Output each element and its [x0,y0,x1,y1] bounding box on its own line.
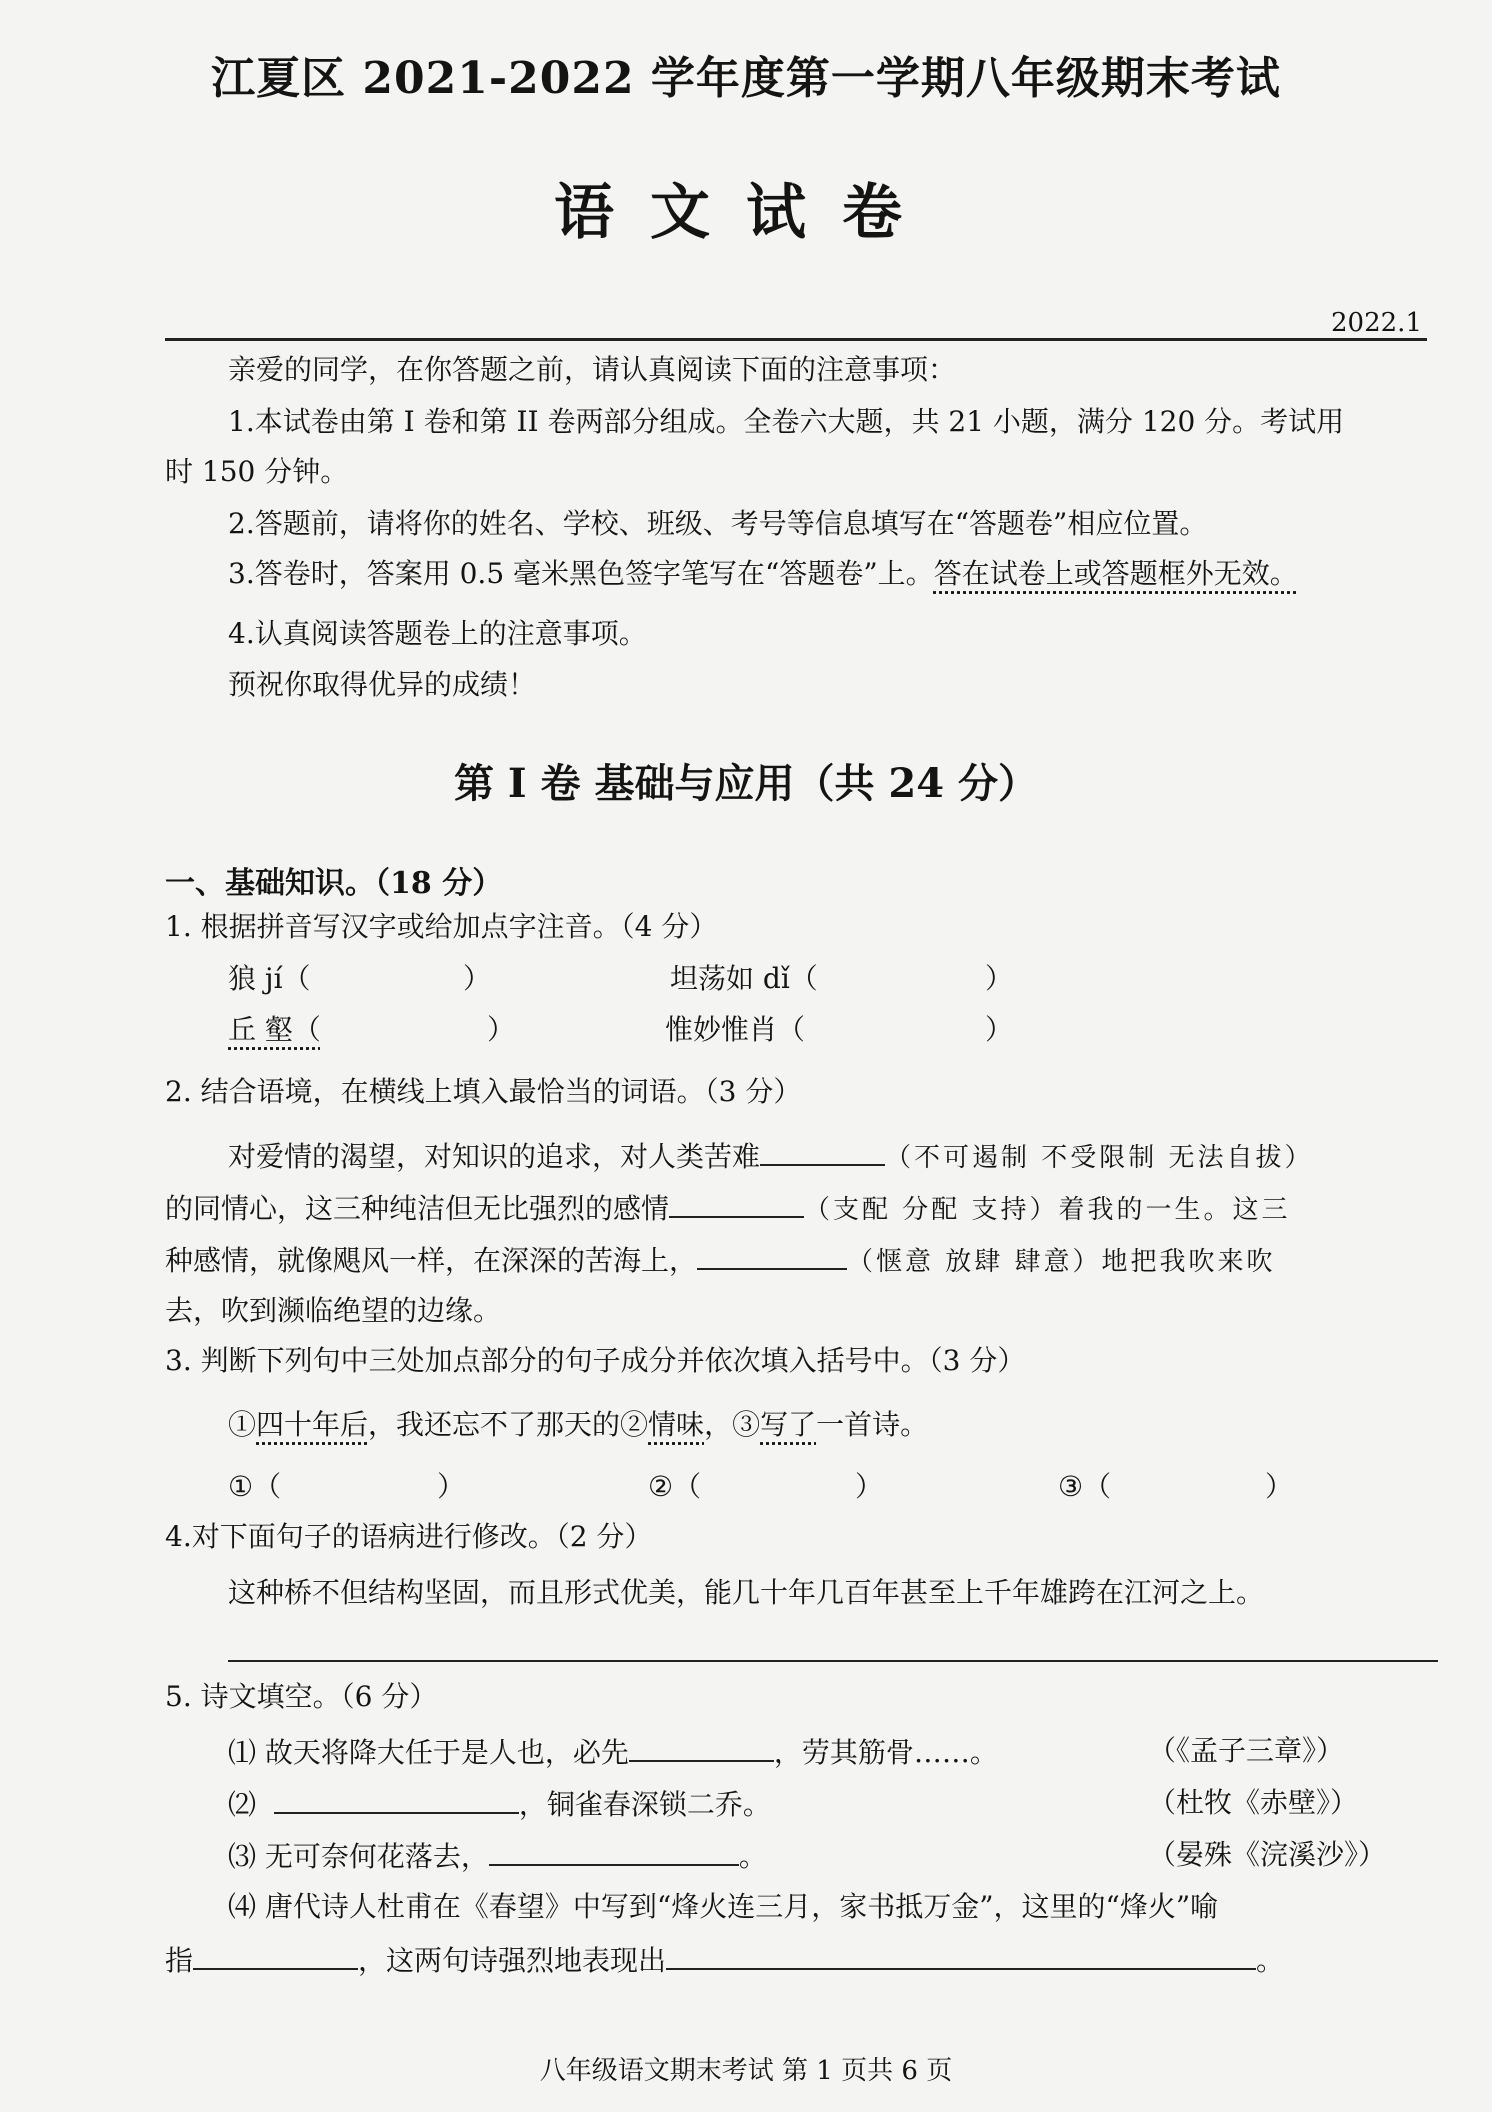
notice-item-1a: 1.本试卷由第 I 卷和第 II 卷两部分组成。全卷六大题，共 21 小题，满分 120 分。考试用 [228,405,1345,438]
q1-c-close: ） [487,1013,516,1046]
q2-blank-2 [669,1190,804,1218]
q5-item-4-line-2 [165,1942,1284,1978]
q1-d: 惟妙惟肖（ [665,1013,806,1046]
q1-c-text: 丘 壑（ [228,1013,321,1046]
q5-blank-2 [274,1786,519,1814]
q3-sentence [228,1408,928,1442]
q3-blank-2: ②（ [648,1470,702,1503]
q2-line-1-text: 对爱情的渴望，对知识的追求，对人类苦难 [228,1140,761,1173]
q2-blank-3 [697,1242,847,1270]
q3-text-4: 一首诗。 [816,1408,929,1441]
q5-item-2-rest: ，铜雀春深锁二乔。 [518,1788,771,1821]
q5-blank-1 [629,1734,774,1762]
q3-mark-1: ① [228,1408,257,1441]
q5-item-1 [228,1734,998,1770]
q5-item-3-text: ⑶ 无可奈何花落去， [228,1840,489,1873]
q4-answer-line [228,1660,1438,1662]
notice-item-2: 2.答题前，请将你的姓名、学校、班级、考号等信息填写在“答题卷”相应位置。 [228,507,1208,540]
q5-item-4-end: 。 [1256,1944,1285,1977]
q5-item-2 [228,1786,771,1822]
q3-dotted-1: 四十年后 [256,1408,369,1441]
q5-item-4-zhi: 指 [165,1944,194,1977]
page-footer: 八年级语文期末考试 第 1 页共 6 页 [539,2056,953,2086]
q3-blank-1: ①（ [228,1470,282,1503]
q2-line-2-text: 的同情心，这三种纯洁但无比强烈的感情 [165,1192,670,1225]
q3-text-2: ，我还忘不了那天的② [368,1408,649,1441]
notice-wish: 预祝你取得优异的成绩！ [228,668,537,701]
q3-dotted-2: 情味 [648,1408,705,1441]
q3-blank-2-close: ） [855,1470,884,1503]
notice-item-3 [228,557,1298,591]
q3-blank-1-close: ） [437,1470,466,1503]
q3-stem: 3. 判断下列句中三处加点部分的句子成分并依次填入括号中。（3 分） [165,1344,1026,1377]
q4-stem: 4.对下面句子的语病进行修改。（2 分） [165,1520,653,1553]
q5-item-1-rest: ，劳其筋骨……。 [773,1736,998,1769]
q5-item-2-num: ⑵ [228,1788,257,1821]
exam-title: 江夏区 2021-2022 学年度第一学期八年级期末考试 [211,53,1281,104]
notice-item-3b: 答在试卷上或答题框外无效。 [933,557,1298,590]
q2-options-2: （支配 分配 支持）着我的一生。这三 [804,1195,1291,1225]
q3-text-3: ，③ [704,1408,761,1441]
q5-item-4-text: ，这两句诗强烈地表现出 [358,1944,667,1977]
notice-item-1b: 时 150 分钟。 [165,455,349,488]
q1-stem: 1. 根据拼音写汉字或给加点字注音。（4 分） [165,910,718,943]
q5-blank-3 [489,1838,739,1866]
exam-subtitle: 语文试卷 [554,178,938,248]
notice-intro: 亲爱的同学，在你答题之前，请认真阅读下面的注意事项： [228,353,957,386]
q2-options-1: （不可遏制 不受限制 无法自拔） [885,1143,1314,1173]
q5-blank-4 [193,1942,358,1970]
q5-item-1-text: ⑴ 故天将降大任于是人也，必先 [228,1736,629,1769]
section-1-heading: 一、基础知识。（18 分） [165,866,503,901]
q5-blank-5 [666,1942,1256,1970]
q1-d-close: ） [985,1013,1014,1046]
q1-a-close: ） [463,962,492,995]
q2-stem: 2. 结合语境，在横线上填入最恰当的词语。（3 分） [165,1075,802,1108]
q2-line-1 [228,1138,1314,1174]
q5-item-2-source: （杜牧《赤壁》） [1148,1786,1359,1819]
notice-item-4: 4.认真阅读答题卷上的注意事项。 [228,617,647,650]
q2-line-3 [165,1242,1276,1278]
q5-item-3-source: （晏殊《浣溪沙》） [1148,1838,1387,1871]
q5-item-3 [228,1838,767,1874]
part1-heading: 第 I 卷 基础与应用（共 24 分） [453,760,1038,807]
q3-blank-3: ③（ [1058,1470,1112,1503]
q4-sentence: 这种桥不但结构坚固，而且形式优美，能几十年几百年甚至上千年雄跨在江河之上。 [228,1576,1265,1609]
q2-line-4: 去，吹到濒临绝望的边缘。 [165,1294,502,1327]
q5-item-1-source: （《孟子三章》） [1148,1734,1345,1767]
q2-line-2 [165,1190,1291,1226]
q2-blank-1 [760,1138,885,1166]
q5-item-4-line-1: ⑷ 唐代诗人杜甫在《春望》中写到“烽火连三月，家书抵万金”，这里的“烽火”喻 [228,1890,1219,1923]
q2-options-3: （惬意 放肆 肆意）地把我吹来吹 [847,1247,1276,1277]
q1-b-close: ） [985,962,1014,995]
q1-a: 狼 jí（ [228,962,311,995]
q1-c [228,1013,321,1047]
q3-blank-3-close: ） [1265,1470,1294,1503]
exam-date: 2022.1 [1331,308,1422,338]
q1-b: 坦荡如 dǐ（ [670,962,818,995]
q3-dotted-3: 写了 [760,1408,817,1441]
notice-item-3a: 3.答卷时，答案用 0.5 毫米黑色签字笔写在“答题卷”上。 [228,557,934,590]
q2-line-3-text: 种感情，就像飓风一样，在深深的苦海上， [165,1244,698,1277]
header-rule [165,338,1427,341]
q5-item-3-rest: 。 [738,1840,767,1873]
q5-stem: 5. 诗文填空。（6 分） [165,1680,438,1713]
